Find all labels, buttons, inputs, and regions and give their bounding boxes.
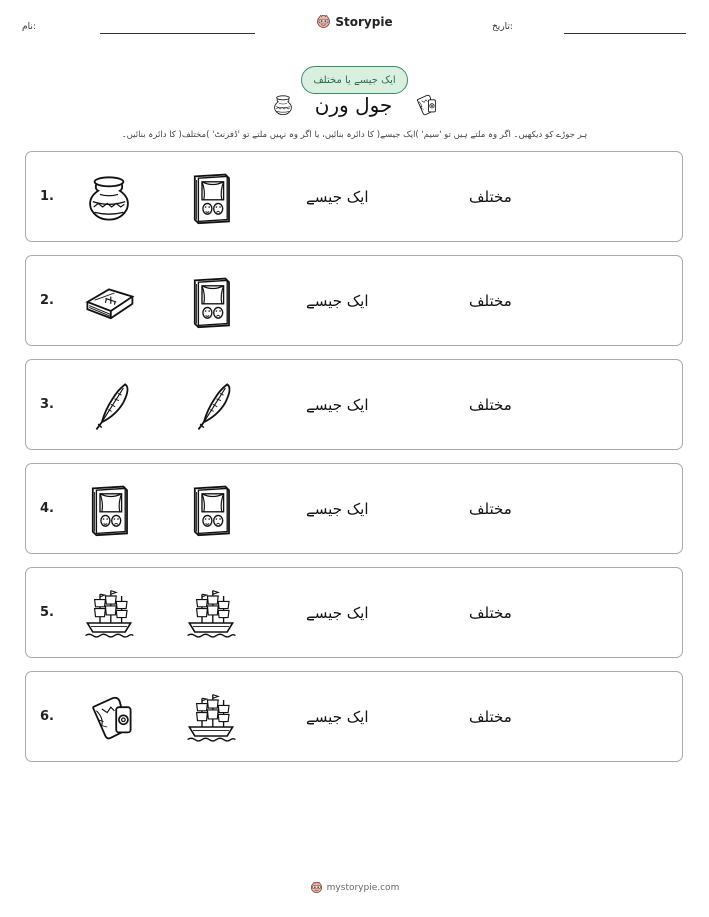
ship-icon — [181, 688, 241, 748]
quill-icon — [79, 376, 139, 436]
question-number: 6. — [40, 709, 54, 724]
different-option[interactable]: مختلف — [469, 187, 512, 206]
scroll-icon — [412, 92, 438, 118]
title-row — [0, 92, 709, 118]
question-number: 1. — [40, 189, 54, 204]
question-row-4 — [25, 463, 683, 554]
question-row-1 — [25, 151, 683, 242]
pot-icon — [79, 168, 139, 228]
scroll-icon — [79, 688, 139, 748]
date-label: تاریخ: — [492, 22, 513, 32]
worksheet-type-badge: ایک جیسے یا مختلف — [301, 66, 408, 94]
storypie-mascot-icon — [310, 881, 323, 894]
question-row-2 — [25, 255, 683, 346]
theater-book-icon — [79, 480, 139, 540]
footer — [0, 879, 709, 898]
page-title: جول ورن — [314, 93, 393, 117]
question-row-5 — [25, 567, 683, 658]
question-number: 5. — [40, 605, 54, 620]
storypie-mascot-icon — [316, 14, 331, 29]
different-option[interactable]: مختلف — [469, 707, 512, 726]
law-book-icon — [79, 272, 139, 332]
ship-icon — [79, 584, 139, 644]
brand-header — [0, 14, 709, 33]
date-line[interactable] — [564, 33, 686, 34]
same-option[interactable]: ایک جیسے — [306, 707, 369, 726]
theater-book-icon — [181, 480, 241, 540]
instructions-text: ہر جوڑے کو دیکھیں۔ اگر وہ ملتے ہیں تو 'سیم' )ایک جیسے( کا دائرہ بنائیں، یا اگر وہ نہیں ملتے تو 'ڈفرنٹ' )مختلف( کا دائرہ بنائیں۔ — [121, 130, 588, 140]
same-option[interactable]: ایک جیسے — [306, 187, 369, 206]
same-option[interactable]: ایک جیسے — [306, 499, 369, 518]
same-option[interactable]: ایک جیسے — [306, 291, 369, 310]
brand-name: Storypie — [335, 14, 393, 29]
footer-link[interactable]: mystorypie.com — [326, 882, 400, 893]
name-line[interactable] — [100, 33, 255, 34]
different-option[interactable]: مختلف — [469, 395, 512, 414]
question-row-6 — [25, 671, 683, 762]
ship-icon — [181, 584, 241, 644]
question-number: 2. — [40, 293, 54, 308]
theater-book-icon — [181, 272, 241, 332]
theater-book-icon — [181, 168, 241, 228]
different-option[interactable]: مختلف — [469, 603, 512, 622]
same-option[interactable]: ایک جیسے — [306, 603, 369, 622]
same-option[interactable]: ایک جیسے — [306, 395, 369, 414]
question-number: 4. — [40, 501, 54, 516]
quill-icon — [181, 376, 241, 436]
different-option[interactable]: مختلف — [469, 499, 512, 518]
question-number: 3. — [40, 397, 54, 412]
name-label: نام: — [22, 22, 36, 32]
different-option[interactable]: مختلف — [469, 291, 512, 310]
pot-icon — [271, 93, 295, 117]
question-row-3 — [25, 359, 683, 450]
